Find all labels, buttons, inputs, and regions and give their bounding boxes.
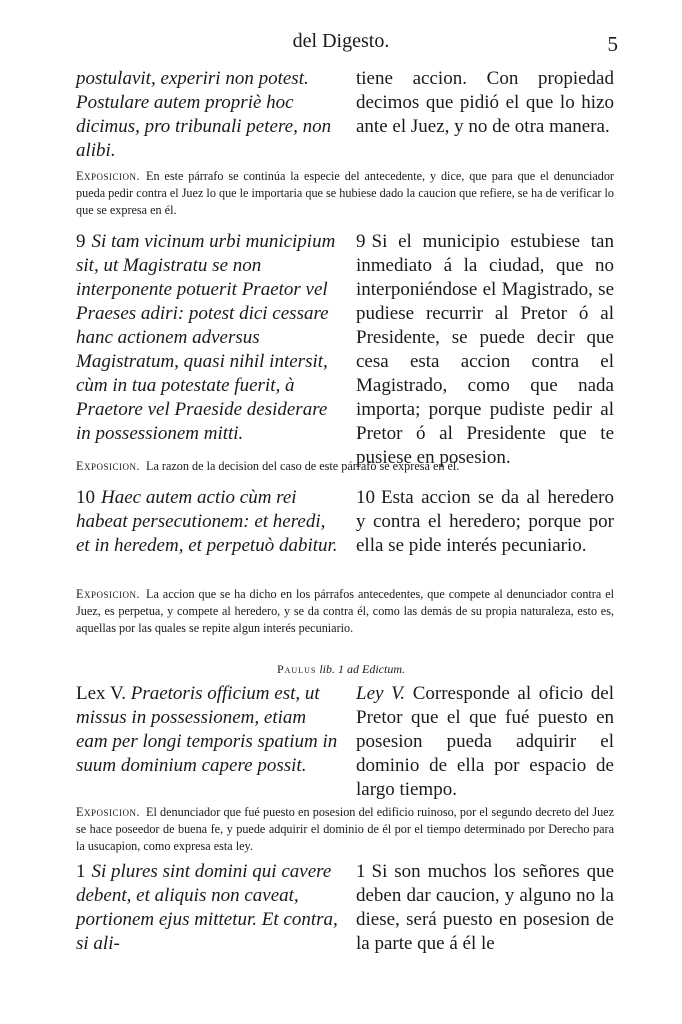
spanish-paragraph: Si son muchos los señores que deben dar caucion, y alguno no la diese, será puesto en posesion de la parte que á él le [356,861,614,954]
exposicion-2 [76,458,614,475]
latin-paragraph: postulavit, experiri non potest. Postulare autem propriè hoc dicimus, pro tribunali petere, non alibi. [76,68,332,161]
latin-paragraph: Si tam vicinum urbi municipium sit, ut Magistratu se non interponente potuerit Praetor vel Praeses adiri: potest dici cessare hanc actionem adversus Magistratum, quasi nihil intersit, cùm in tua potestate fuerit, à Praetore vel Praeside desiderare in possessionem mitti. [76,231,336,444]
spanish-paragraph: Si el municipio estubiese tan inmediato á la ciudad, que no interponiéndose el Magistrado, se pudiese recurrir al Pretor ó al Presidente, se puede decir que cesa esta accion contra el Magistrado, como que nada importa; porque pudiste pedir al Pretor ó al Presidente que te pusiese en posesion. [356,231,614,468]
latin-section-10 [76,486,342,558]
spanish-ley-5 [356,682,614,802]
latin-text-block-1 [76,67,342,163]
exposicion-text: El denunciador que fué puesto en posesion del edificio ruinoso, por el segundo decreto del Juez se hace poseedor de buena fe, y puede adquirir el dominio de él por el tiempo determinado por Derecho para la usucapion, como expresa esta ley. [76,805,614,853]
section-number: 1 [356,861,366,882]
section-number: 1 [76,861,86,882]
exposicion-label: Exposicion. [76,459,140,473]
exposicion-4 [76,804,614,855]
page-number: 5 [607,32,618,56]
citation-work: lib. 1 ad Edictum. [319,662,405,676]
latin-section-9 [76,230,342,446]
exposicion-label: Exposicion. [76,169,140,183]
exposicion-1 [76,168,614,219]
latin-paragraph: Si plures sint domini qui cavere debent, et aliquis non caveat, portionem ejus mittetur. Et contra, si ali- [76,861,338,954]
spanish-paragraph: Corresponde al oficio del Pretor que el que fué puesto en posesion pueda adquirir el dominio de ella por espacio de largo tiempo. [356,683,615,800]
citation-author: Paulus [276,662,317,676]
spanish-section-1 [356,860,614,956]
ley-label: Ley V. [356,683,406,704]
exposicion-text: La razon de la decision del caso de este párrafo se expresa en él. [146,459,460,473]
latin-paragraph: Haec autem actio cùm rei habeat persecutionem: et heredi, et in heredem, et perpetuò dabitur. [76,487,338,556]
spanish-section-9 [356,230,614,470]
exposicion-3 [76,586,614,637]
source-citation [0,662,682,677]
exposicion-label: Exposicion. [76,587,140,601]
latin-lex-5 [76,682,342,778]
latin-section-1 [76,860,342,956]
spanish-paragraph: tiene accion. Con propiedad decimos que pidió el que lo hizo ante el Juez, y no de otra manera. [356,68,614,137]
section-number: 9 [76,231,86,252]
section-number: 10 [356,487,375,508]
exposicion-text: La accion que se ha dicho en los párrafos antecedentes, que compete al denunciador contra el Juez, es perpetua, y compete al heredero, y se da contra él, como las demás de su propia naturaleza, esto es, aquellas por las quales se repite algun interés pecuniario. [76,587,614,635]
spanish-paragraph: Esta accion se da al heredero y contra el heredero; porque por ella se pide interés pecuniario. [356,487,614,556]
latin-paragraph: Praetoris officium est, ut missus in possessionem, etiam eam per longi temporis spatium in suum dominium capere possit. [76,683,338,776]
exposicion-label: Exposicion. [76,805,140,819]
section-number: 9 [356,231,366,252]
running-header: del Digesto. [292,30,390,52]
spanish-section-10 [356,486,614,558]
exposicion-text: En este párrafo se continúa la especie del antecedente, y dice, que para que el denunciador pueda pedir contra el Juez lo que le importaria que se hubiese dado la caucion que refiere, se ha de verificar lo que se expresa en él. [76,169,614,217]
lex-label: Lex V. [76,683,126,704]
section-number: 10 [76,487,95,508]
spanish-text-block-1 [356,67,614,139]
